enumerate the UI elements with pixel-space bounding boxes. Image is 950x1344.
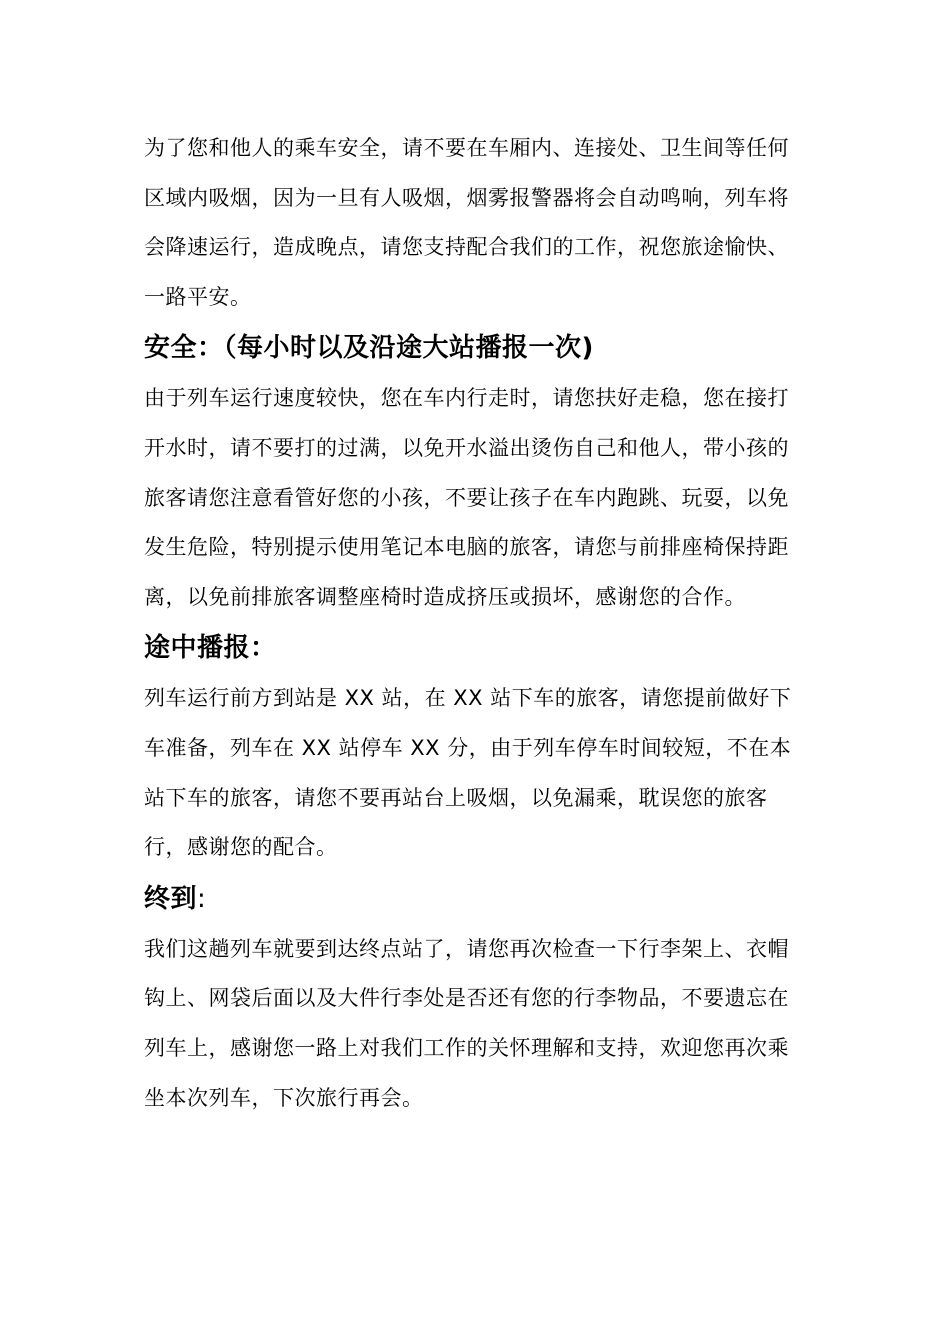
terminal-heading	[144, 873, 810, 925]
safety-paragraph: 由于列车运行速度较快，您在车内行走时，请您扶好走稳，您在接打开水时，请不要打的过满，以免开水溢出烫伤自己和他人，带小孩的旅客请您注意看管好您的小孩，不要让孩子在车内跑跳、玩耍，以免发生危险，特别提示使用笔记本电脑的旅客，请您与前排座椅保持距离，以免前排旅客调整座椅时造成挤压或损坏，感谢您的合作。	[144, 386, 789, 609]
terminal-section	[144, 873, 810, 1123]
safety-section	[144, 322, 810, 622]
terminal-heading-colon: :	[197, 883, 207, 914]
safety-heading: 安全：（每小时以及沿途大站播报一次)	[144, 333, 594, 364]
en-route-heading: 途中播报：	[144, 633, 277, 664]
intro-section	[144, 124, 810, 322]
terminal-paragraph: 我们这趟列车就要到达终点站了，请您再次检查一下行李架上、衣帽钩上、网袋后面以及大件行李处是否还有您的行李物品，不要遗忘在列车上，感谢您一路上对我们工作的关怀理解和支持，欢迎您再次乘坐本次列车，下次旅行再会。	[144, 936, 789, 1110]
en-route-paragraph: 列车运行前方到站是 XX 站，在 XX 站下车的旅客，请您提前做好下车准备，列车在 XX 站停车 XX 分，由于列车停车时间较短，不在本站下车的旅客，请您不要再站台上吸烟，以免漏乘，耽误您的旅客行，感谢您的配合。	[144, 686, 792, 860]
intro-paragraph: 为了您和他人的乘车安全，请不要在车厢内、连接处、卫生间等任何区域内吸烟，因为一旦有人吸烟，烟雾报警器将会自动鸣响，列车将会降速运行，造成晚点，请您支持配合我们的工作，祝您旅途愉快、一路平安。	[144, 136, 789, 309]
en-route-section	[144, 622, 810, 872]
document-page	[144, 124, 810, 1123]
terminal-heading-text: 终到	[144, 883, 198, 914]
